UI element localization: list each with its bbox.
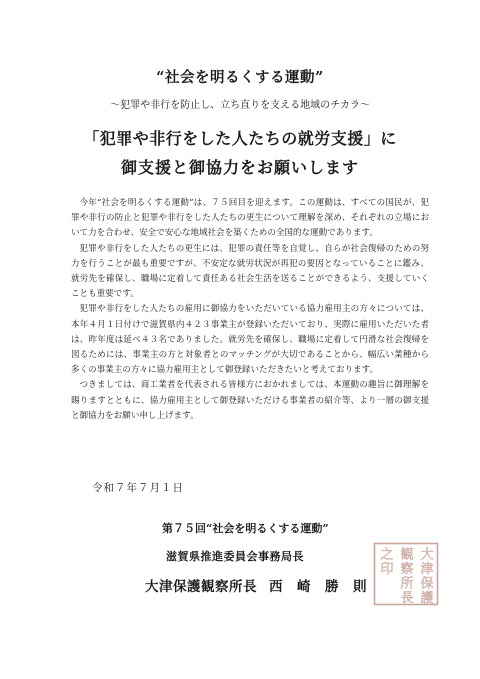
body-paragraph-2: 犯罪や非行をした人たちの更生には、犯罪の責任等を自覚し、自らが社会復帰のための努力を行うことが最も重要ですが、不安定な就労状況が再犯の要因となっていることに鑑み、就労先を確保し、職場に定着して責任ある社会生活を送ることができるよう、支援していくことも重要です。 bbox=[71, 243, 429, 300]
seal-char: 長 bbox=[400, 590, 414, 606]
seal-char: 保 bbox=[420, 576, 434, 592]
body-paragraph-1: 今年“社会を明るくする運動”は、７５回目を迎えます。この運動は、すべての国民が、犯罪や非行の防止と犯罪や非行をした人たちの更生について理解を深め、それぞれの立場において力を合わせ、安全で安心な地域社会を築くための全国的な運動であります。 bbox=[71, 198, 429, 239]
official-seal-stamp bbox=[373, 542, 439, 606]
seal-char: 印 bbox=[380, 561, 394, 577]
signature-role-line: 滋賀県推進委員会事務局長 bbox=[166, 550, 304, 563]
seal-char: 津 bbox=[420, 561, 434, 577]
seal-char: 察 bbox=[400, 561, 414, 577]
letter-body bbox=[71, 196, 429, 424]
campaign-title: “社会を明るくする運動” bbox=[156, 69, 324, 86]
body-paragraph-3: 犯罪や非行をした人たちの雇用に御協力をいただいている協力雇用主の方々については、本年４月１日付けで滋賀県内４２３事業主が登録いただいており、実際に雇用いただいた者は、昨年度は延べ４３名でありました。就労先を確保し、職場に定着して円滑な社会復帰を図るためには、事業主の方と対象者とのマッチングが大切であることから、幅広い業種から多くの事業主の方々に協力雇用主として御登録いただきたいと考えております。 bbox=[71, 304, 429, 376]
signature-office: 大津保護観察所長 bbox=[145, 579, 257, 595]
signature-name-line bbox=[145, 575, 367, 595]
signature-given-name: 勝 則 bbox=[325, 579, 367, 595]
campaign-subtitle: ～犯罪や非行を防止し、立ち直りを支える地域のチカラ～ bbox=[110, 100, 370, 111]
signature-surname: 西 崎 bbox=[269, 579, 311, 595]
seal-char: 之 bbox=[380, 547, 394, 563]
body-paragraph-4: つきましては、商工業者を代表される皆様方におかれましては、本運動の趣旨に御理解を賜りますとともに、協力雇用主として御登録いただける事業者の紹介等、より一層の御支援と御協力をお願い申し上げます。 bbox=[71, 380, 429, 421]
seal-char: 所 bbox=[400, 576, 414, 592]
seal-char: 観 bbox=[400, 547, 414, 563]
seal-characters bbox=[380, 546, 433, 606]
seal-char: 護 bbox=[420, 590, 434, 606]
headline-line-2: 御支援と御協力をお願いします bbox=[120, 158, 359, 177]
letter-date: 令和７年７月１日 bbox=[92, 482, 184, 494]
signature-committee-line: 第７５回“社会を明るくする運動” bbox=[162, 522, 329, 535]
seal-char: 大 bbox=[420, 547, 434, 563]
headline-line-1: 「犯罪や非行をした人たちの就労支援」に bbox=[83, 129, 397, 148]
